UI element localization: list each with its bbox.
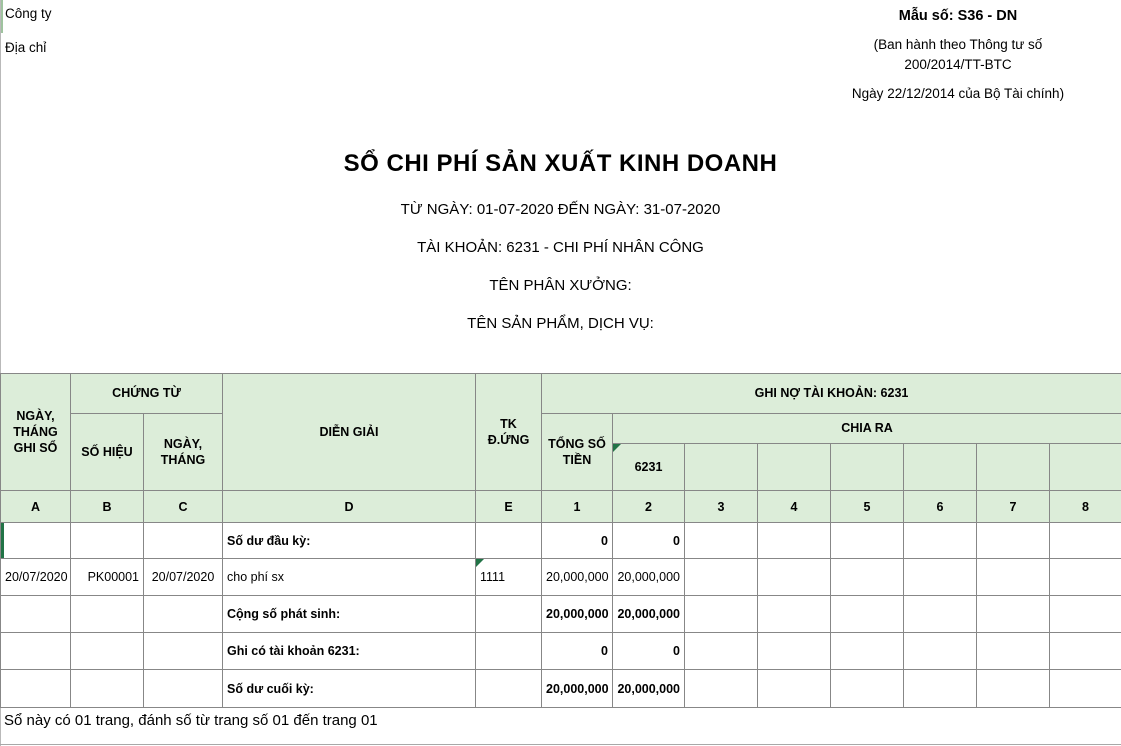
column-letter: D: [223, 491, 476, 523]
cell-empty[interactable]: [758, 596, 831, 633]
header-date-posted: NGÀY, THÁNG GHI SỔ: [1, 374, 71, 491]
header-breakdown-empty: [758, 444, 831, 491]
header-breakdown-empty: [1050, 444, 1121, 491]
cell-empty[interactable]: [904, 596, 977, 633]
cell-doc-date[interactable]: [144, 596, 223, 633]
cell-empty[interactable]: [1050, 523, 1121, 559]
page-count-note: Sổ này có 01 trang, đánh số từ trang số 01 đến trang 01: [4, 712, 378, 729]
cell-offset-account[interactable]: [476, 559, 542, 596]
table-row-transaction: [1, 559, 1121, 596]
cell-total[interactable]: 20,000,000: [542, 559, 613, 596]
header-voucher-date: NGÀY, THÁNG: [144, 414, 223, 491]
header-offset-account: TK Đ.ỨNG: [476, 374, 542, 491]
header-breakdown-empty: [831, 444, 904, 491]
cell-doc-no[interactable]: [71, 523, 144, 559]
column-letter: 7: [977, 491, 1050, 523]
form-number-block: [832, 6, 1084, 104]
cell-total[interactable]: 20,000,000: [542, 670, 613, 708]
cell-empty[interactable]: [758, 670, 831, 708]
column-letter: E: [476, 491, 542, 523]
column-letter: 4: [758, 491, 831, 523]
cell-empty[interactable]: [977, 596, 1050, 633]
cell-date[interactable]: [1, 670, 71, 708]
cell-empty[interactable]: [831, 596, 904, 633]
header-voucher-no: SỐ HIỆU: [71, 414, 144, 491]
header-breakdown-empty: [904, 444, 977, 491]
cell-doc-date[interactable]: [144, 670, 223, 708]
cell-doc-no[interactable]: [71, 670, 144, 708]
header-total-amount: TỔNG SỐ TIỀN: [542, 414, 613, 491]
company-info-block: [5, 6, 52, 74]
address-label: Địa chỉ: [5, 40, 47, 55]
cell-empty[interactable]: [758, 559, 831, 596]
cell-offset-account[interactable]: [476, 670, 542, 708]
period-line: TỪ NGÀY: 01-07-2020 ĐẾN NGÀY: 31-07-2020: [400, 201, 721, 218]
cell-acc6231[interactable]: 0: [613, 633, 685, 670]
cell-offset-account[interactable]: [476, 596, 542, 633]
header-debit-group: GHI NỢ TÀI KHOẢN: 6231: [542, 374, 1121, 414]
column-letter: B: [71, 491, 144, 523]
cell-empty[interactable]: [904, 670, 977, 708]
workshop-line: TÊN PHÂN XƯỞNG:: [489, 277, 632, 294]
column-letter-row: [1, 491, 1121, 523]
cell-acc6231[interactable]: 20,000,000: [613, 670, 685, 708]
header-row-1: [1, 374, 1121, 414]
cell-empty[interactable]: [1050, 559, 1121, 596]
header-description: DIỄN GIẢI: [223, 374, 476, 491]
company-label: Công ty: [5, 6, 52, 21]
header-row-2: [1, 414, 1121, 444]
offset-account-value: 1111: [480, 570, 506, 584]
page-bottom-edge-line: [0, 744, 1121, 745]
cell-empty[interactable]: [977, 523, 1050, 559]
cell-date[interactable]: 20/07/2020: [1, 559, 71, 596]
table-row-credit-total: [1, 633, 1121, 670]
header-breakdown-empty: [977, 444, 1050, 491]
cell-empty[interactable]: [685, 670, 758, 708]
cell-doc-no[interactable]: PK00001: [71, 559, 144, 596]
header-breakdown-account: [613, 444, 685, 491]
column-letter: 1: [542, 491, 613, 523]
table-row-closing-balance: [1, 670, 1121, 708]
cell-doc-date[interactable]: 20/07/2020: [144, 559, 223, 596]
cell-empty[interactable]: [904, 559, 977, 596]
cell-empty[interactable]: [685, 633, 758, 670]
cell-doc-date[interactable]: [144, 633, 223, 670]
cell-doc-date[interactable]: [144, 523, 223, 559]
cell-empty[interactable]: [1050, 670, 1121, 708]
cell-description[interactable]: Cộng số phát sinh:: [223, 596, 476, 633]
table-row-opening-balance: [1, 523, 1121, 559]
header-breakdown: CHIA RA: [613, 414, 1121, 444]
cell-empty[interactable]: [904, 523, 977, 559]
cell-description[interactable]: cho phí sx: [223, 559, 476, 596]
breakdown-account-label: 6231: [634, 459, 663, 474]
cost-ledger-table: [0, 373, 1121, 708]
form-number-title: Mẫu số: S36 - DN: [898, 8, 1018, 24]
column-letter: A: [1, 491, 71, 523]
cell-date[interactable]: [1, 523, 71, 559]
cell-empty[interactable]: [685, 596, 758, 633]
cell-empty[interactable]: [977, 559, 1050, 596]
error-marker-icon: [476, 559, 484, 567]
cell-description[interactable]: Số dư đầu kỳ:: [223, 523, 476, 559]
cell-total[interactable]: 20,000,000: [542, 596, 613, 633]
cell-doc-no[interactable]: [71, 596, 144, 633]
header-breakdown-empty: [685, 444, 758, 491]
cell-empty[interactable]: [831, 523, 904, 559]
column-letter: 3: [685, 491, 758, 523]
cell-empty[interactable]: [758, 633, 831, 670]
column-letter: 5: [831, 491, 904, 523]
cell-empty[interactable]: [831, 633, 904, 670]
cell-description[interactable]: Số dư cuối kỳ:: [223, 670, 476, 708]
cell-acc6231[interactable]: 0: [613, 523, 685, 559]
cell-offset-account[interactable]: [476, 633, 542, 670]
cell-empty[interactable]: [1050, 633, 1121, 670]
account-line: TÀI KHOẢN: 6231 - CHI PHÍ NHÂN CÔNG: [417, 239, 704, 256]
cell-date[interactable]: [1, 596, 71, 633]
cell-acc6231[interactable]: 20,000,000: [613, 559, 685, 596]
cell-total[interactable]: 0: [542, 523, 613, 559]
cell-date[interactable]: [1, 633, 71, 670]
table-row-period-total: [1, 596, 1121, 633]
cell-offset-account[interactable]: [476, 523, 542, 559]
cell-empty[interactable]: [685, 559, 758, 596]
product-line: TÊN SẢN PHẨM, DỊCH VỤ:: [467, 315, 654, 332]
cell-total[interactable]: 0: [542, 633, 613, 670]
cell-empty[interactable]: [977, 670, 1050, 708]
cell-empty[interactable]: [685, 523, 758, 559]
cell-acc6231[interactable]: 20,000,000: [613, 596, 685, 633]
cell-doc-no[interactable]: [71, 633, 144, 670]
column-letter: 6: [904, 491, 977, 523]
form-date-line: Ngày 22/12/2014 của Bộ Tài chính): [851, 86, 1065, 101]
cell-empty[interactable]: [831, 670, 904, 708]
header-voucher-group: CHỨNG TỪ: [71, 374, 223, 414]
column-letter: 2: [613, 491, 685, 523]
error-marker-icon: [613, 444, 621, 452]
cell-empty[interactable]: [904, 633, 977, 670]
cell-empty[interactable]: [831, 559, 904, 596]
column-letter: C: [144, 491, 223, 523]
cell-empty[interactable]: [1050, 596, 1121, 633]
cell-empty[interactable]: [758, 523, 831, 559]
page-title: SỔ CHI PHÍ SẢN XUẤT KINH DOANH: [343, 150, 778, 177]
cell-description[interactable]: Ghi có tài khoản 6231:: [223, 633, 476, 670]
column-letter: 8: [1050, 491, 1121, 523]
form-issued-line: (Ban hành theo Thông tư số 200/2014/TT-BTC: [873, 37, 1043, 72]
cell-empty[interactable]: [977, 633, 1050, 670]
